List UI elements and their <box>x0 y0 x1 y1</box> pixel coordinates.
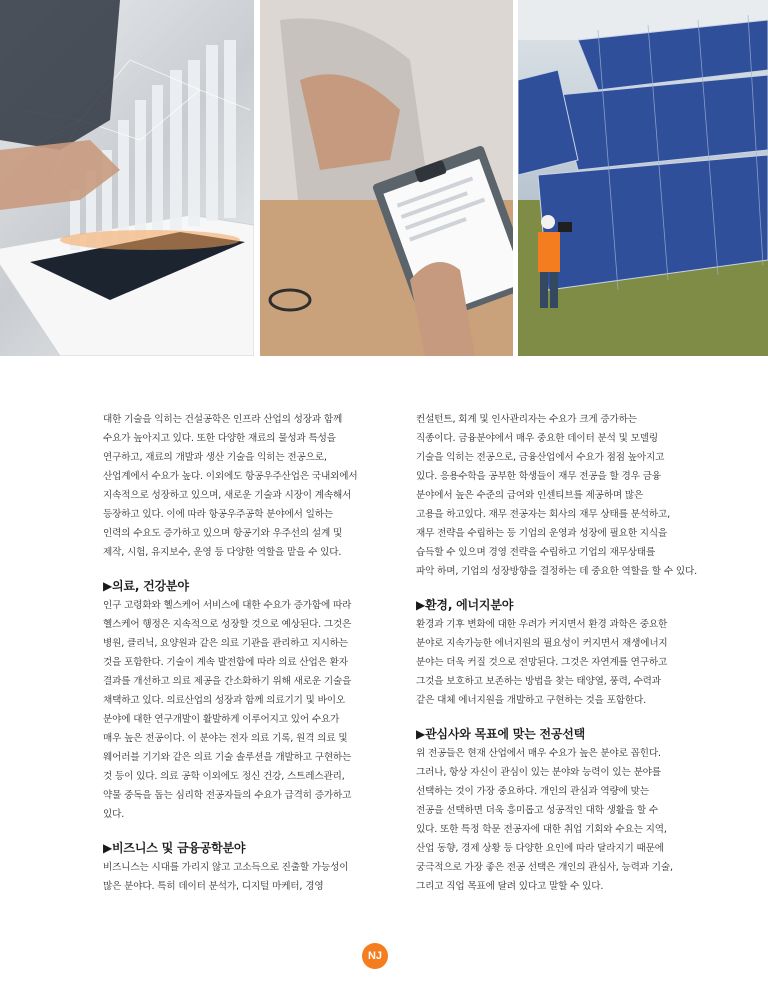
left-text-column <box>103 410 393 896</box>
interest-section-heading: ▶관심사와 목표에 맞는 전공선택 <box>416 727 586 741</box>
environment-section-heading: ▶환경, 에너지분야 <box>416 598 514 612</box>
nj-logo: NJ <box>362 943 388 969</box>
medical-section-heading: ▶의료, 건강분야 <box>103 579 189 593</box>
left-intro-paragraph: 대한 기술을 익히는 건설공학은 인프라 산업의 성장과 함께 수요가 높아지고 있다. 또한 다양한 재료의 물성과 특성을 연구하고, 재료의 개발과 생산 기술을 익히는 전공으로, 산업계에서 수요가 높다. 이외에도 항공우주산업은 국내외에서 지속적으로 성장하고 있으며, 새로운 기술과 시장이 계속해서 등장하고 있다. 이에 따라 항공우주공학 분야에서 일하는 인력의 수요도 증가하고 있으며 항공기와 우주선의 설계 및 제작, 시험, 유지보수, 운영 등 다양한 역할을 맡을 수 있다. <box>103 414 358 558</box>
business-section-text: 비즈니스는 시대를 가리지 않고 고소득으로 진출할 가능성이 많은 분야다. 특히 데이터 분석가, 디지털 마케터, 경영 <box>103 862 349 892</box>
right-text-column <box>416 410 706 896</box>
solar-panel-engineer-photo <box>518 0 768 356</box>
business-section-heading: ▶비즈니스 및 금융공학분야 <box>103 841 246 855</box>
right-intro-paragraph: 컨설턴트, 회계 및 인사관리자는 수요가 크게 증가하는 직종이다. 금융분야에서 매우 중요한 데이터 분석 및 모델링 기술을 익히는 전공으로, 금융산업에서 수요가 점점 높아지고 있다. 응용수학을 공부한 학생들이 재무 전공을 할 경우 금융 분야에서 높은 수준의 급여와 인센티브를 제공하며 많은 고용을 하고있다. 재무 전공자는 회사의 재무 상태를 분석하고, 재무 전략을 수립하는 등 기업의 운영과 성장에 필요한 지식을 습득할 수 있으며 경영 전략을 수립하고 기업의 재무상태를 파악 하며, 기업의 성장방향을 결정하는 데 중요한 역할을 할 수 있다. <box>416 414 697 577</box>
environment-section-text: 환경과 기후 변화에 대한 우려가 커지면서 환경 과학은 중요한 분야로 지속가능한 에너지원의 필요성이 커지면서 재생에너지 분야는 더욱 커질 것으로 전망된다. 그것은 자연계를 연구하고 그것을 보호하고 보존하는 방법을 찾는 태양열, 풍력, 수력과 같은 대체 에너지원을 개발하고 구현하는 것을 포함한다. <box>416 619 668 706</box>
photo-strip <box>0 0 768 356</box>
interest-section-text: 위 전공들은 현재 산업에서 매우 수요가 높은 분야로 꼽힌다. 그러나, 항상 자신이 관심이 있는 분야와 능력이 있는 분야를 선택하는 것이 가장 중요하다. 개인의 관심과 역량에 맞는 전공을 선택하면 더욱 흥미롭고 성공적인 대학 생활을 할 수 있다. 또한 특정 학문 전공자에 대한 취업 기회와 수요는 지역, 산업 동향, 경제 상황 등 다양한 요인에 따라 달라지기 때문에 궁극적으로 가장 좋은 전공 선택은 개인의 관심사, 능력과 기술, 그리고 직업 목표에 달려 있다고 말할 수 있다. <box>416 748 673 892</box>
clipboard-document-photo <box>260 0 513 356</box>
medical-section-text: 인구 고령화와 헬스케어 서비스에 대한 수요가 증가함에 따라 헬스케어 행정은 지속적으로 성장할 것으로 예상된다. 그것은 병원, 클리닉, 요양원과 같은 의료 기관을 관리하고 지시하는 것을 포함한다. 기술이 계속 발전함에 따라 의료 산업은 환자 결과를 개선하고 의료 제공을 간소화하기 위해 새로운 기술을 채택하고 있다. 의료산업의 성장과 함께 의료기기 및 바이오 분야에 대한 연구개발이 활발하게 이루어지고 있어 수요가 매우 높은 전공이다. 이 분야는 전자 의료 기록, 원격 의료 및 웨어러블 기기와 같은 의료 기술 솔루션을 개발하고 구현하는 것 등이 있다. 의료 공학 이외에도 정신 건강, 스트레스관리, 약물 중독을 돕는 심리학 전공자들의 수요가 급격히 증가하고 있다. <box>103 600 352 820</box>
business-chart-tablet-photo <box>0 0 254 356</box>
